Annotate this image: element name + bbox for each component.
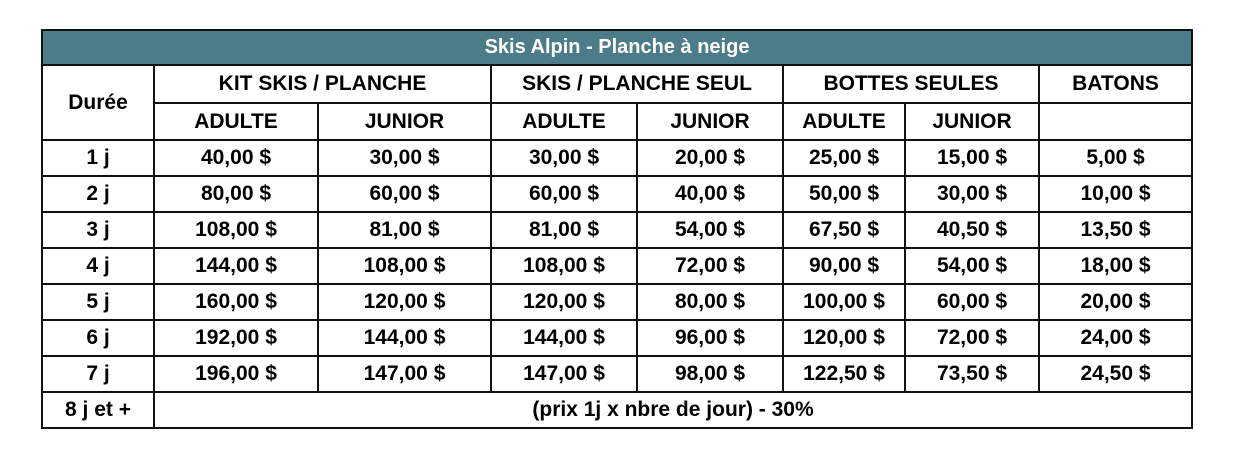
price-cell: 147,00 $ (318, 356, 491, 392)
price-cell: 18,00 $ (1039, 248, 1192, 284)
table-row (42, 320, 1192, 356)
price-cell: 20,00 $ (637, 140, 783, 176)
price-cell: 147,00 $ (491, 356, 637, 392)
group-header-row (42, 65, 1192, 103)
price-cell: 120,00 $ (318, 284, 491, 320)
price-cell: 24,00 $ (1039, 320, 1192, 356)
table-title-row (42, 30, 1192, 65)
price-cell: 144,00 $ (491, 320, 637, 356)
price-cell: 50,00 $ (783, 176, 905, 212)
duration-cell: 1 j (42, 140, 154, 176)
table-row (42, 140, 1192, 176)
footer-duration-cell: 8 j et + (42, 392, 154, 428)
price-cell: 144,00 $ (318, 320, 491, 356)
price-cell: 40,50 $ (905, 212, 1039, 248)
footer-row (42, 392, 1192, 428)
group-header-boots-only: BOTTES SEULES (783, 65, 1039, 103)
price-cell: 100,00 $ (783, 284, 905, 320)
duration-cell: 2 j (42, 176, 154, 212)
price-cell: 25,00 $ (783, 140, 905, 176)
price-cell: 122,50 $ (783, 356, 905, 392)
group-header-kit: KIT SKIS / PLANCHE (154, 65, 491, 103)
duration-header: Durée (42, 65, 154, 140)
price-cell: 80,00 $ (154, 176, 318, 212)
price-cell: 24,50 $ (1039, 356, 1192, 392)
table-title: Skis Alpin - Planche à neige (42, 30, 1192, 65)
price-cell: 80,00 $ (637, 284, 783, 320)
sub-header-boots-adult: ADULTE (783, 103, 905, 140)
price-cell: 30,00 $ (491, 140, 637, 176)
price-cell: 40,00 $ (154, 140, 318, 176)
price-cell: 96,00 $ (637, 320, 783, 356)
price-cell: 60,00 $ (491, 176, 637, 212)
price-cell: 10,00 $ (1039, 176, 1192, 212)
price-cell: 73,50 $ (905, 356, 1039, 392)
price-cell: 81,00 $ (491, 212, 637, 248)
price-cell: 90,00 $ (783, 248, 905, 284)
price-cell: 15,00 $ (905, 140, 1039, 176)
ski-rental-price-table (41, 29, 1193, 429)
price-cell: 30,00 $ (905, 176, 1039, 212)
price-cell: 72,00 $ (905, 320, 1039, 356)
sub-header-kit-adult: ADULTE (154, 103, 318, 140)
price-cell: 108,00 $ (491, 248, 637, 284)
table-row (42, 284, 1192, 320)
price-cell: 67,50 $ (783, 212, 905, 248)
price-cell: 192,00 $ (154, 320, 318, 356)
table-row (42, 212, 1192, 248)
price-cell: 40,00 $ (637, 176, 783, 212)
price-cell: 144,00 $ (154, 248, 318, 284)
price-cell: 60,00 $ (905, 284, 1039, 320)
price-cell: 5,00 $ (1039, 140, 1192, 176)
price-cell: 108,00 $ (318, 248, 491, 284)
price-cell: 98,00 $ (637, 356, 783, 392)
price-cell: 81,00 $ (318, 212, 491, 248)
sub-header-skis-adult: ADULTE (491, 103, 637, 140)
price-cell: 60,00 $ (318, 176, 491, 212)
sub-header-boots-junior: JUNIOR (905, 103, 1039, 140)
price-cell: 20,00 $ (1039, 284, 1192, 320)
price-cell: 108,00 $ (154, 212, 318, 248)
price-cell: 30,00 $ (318, 140, 491, 176)
price-cell: 72,00 $ (637, 248, 783, 284)
price-cell: 160,00 $ (154, 284, 318, 320)
group-header-skis-only: SKIS / PLANCHE SEUL (491, 65, 783, 103)
duration-cell: 5 j (42, 284, 154, 320)
sub-header-poles-empty (1039, 103, 1192, 140)
sub-header-skis-junior: JUNIOR (637, 103, 783, 140)
table-row (42, 176, 1192, 212)
duration-cell: 6 j (42, 320, 154, 356)
price-cell: 13,50 $ (1039, 212, 1192, 248)
table-row (42, 248, 1192, 284)
group-header-poles: BATONS (1039, 65, 1192, 103)
sub-header-row (42, 103, 1192, 140)
footer-formula-cell: (prix 1j x nbre de jour) - 30% (154, 392, 1192, 428)
sub-header-kit-junior: JUNIOR (318, 103, 491, 140)
duration-cell: 4 j (42, 248, 154, 284)
table-row (42, 356, 1192, 392)
price-cell: 120,00 $ (783, 320, 905, 356)
price-cell: 196,00 $ (154, 356, 318, 392)
duration-cell: 7 j (42, 356, 154, 392)
price-cell: 54,00 $ (637, 212, 783, 248)
price-cell: 120,00 $ (491, 284, 637, 320)
price-cell: 54,00 $ (905, 248, 1039, 284)
duration-cell: 3 j (42, 212, 154, 248)
